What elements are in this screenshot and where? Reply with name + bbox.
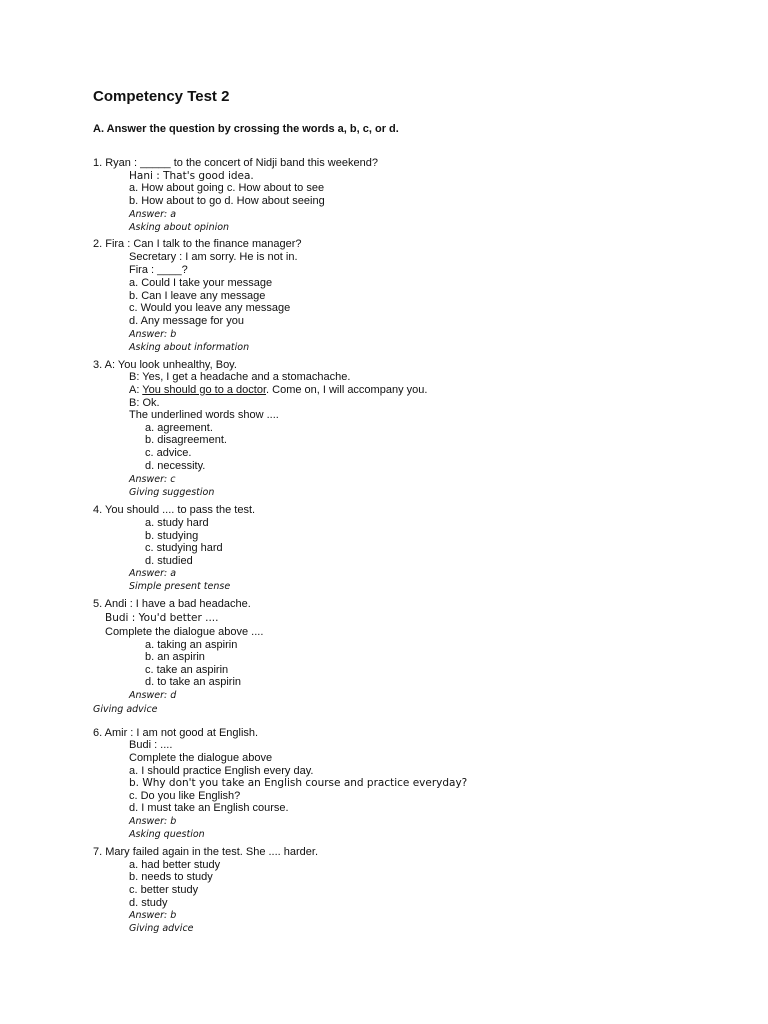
- question-7-stem: 7. Mary failed again in the test. She .... harder.: [93, 846, 319, 858]
- question-1-answer: Answer: a: [129, 209, 177, 220]
- question-6-answer: Answer: b: [129, 816, 177, 827]
- question-5-prompt: Complete the dialogue above ....: [105, 626, 264, 638]
- question-3-option-c: c. advice.: [145, 447, 192, 459]
- question-6-option-b: b. Why don't you take an English course and practice everyday?: [129, 777, 468, 789]
- question-2-option-d: d. Any message for you: [129, 315, 244, 327]
- line-rest: . Come on, I will accompany you.: [266, 384, 428, 396]
- question-5-topic: Giving advice: [93, 704, 158, 715]
- question-7-option-c: c. better study: [129, 884, 199, 896]
- question-4-option-c: c. studying hard: [145, 542, 223, 554]
- question-7-option-b: b. needs to study: [129, 871, 213, 883]
- instruction: A. Answer the question by crossing the words a, b, c, or d.: [93, 123, 399, 135]
- question-3-line: B: Yes, I get a headache and a stomachache.: [129, 371, 351, 383]
- question-5-answer: Answer: d: [129, 690, 177, 701]
- question-4-option-a: a. study hard: [145, 517, 209, 529]
- question-4-option-b: b. studying: [145, 530, 199, 542]
- question-6-option-a: a. I should practice English every day.: [129, 765, 314, 777]
- question-3-prompt: The underlined words show ....: [129, 409, 279, 421]
- question-5-option-b: b. an aspirin: [145, 651, 205, 663]
- question-2-line: Secretary : I am sorry. He is not in.: [129, 251, 298, 263]
- question-4-stem: 4. You should .... to pass the test.: [93, 504, 256, 516]
- underlined-phrase: You should go to a doctor: [142, 384, 267, 396]
- question-1-reply: Hani : That's good idea.: [129, 170, 254, 182]
- question-6-prompt: Complete the dialogue above: [129, 752, 273, 764]
- question-2-option-a: a. Could I take your message: [129, 277, 273, 289]
- question-5-option-a: a. taking an aspirin: [145, 639, 238, 651]
- question-7-option-d: d. study: [129, 897, 168, 909]
- question-7-topic: Giving advice: [129, 923, 194, 934]
- question-3-option-b: b. disagreement.: [145, 434, 227, 446]
- question-5-option-c: c. take an aspirin: [145, 664, 229, 676]
- question-3-option-a: a. agreement.: [145, 422, 213, 434]
- question-3-answer: Answer: c: [129, 474, 176, 485]
- question-4-topic: Simple present tense: [129, 581, 231, 592]
- question-3-stem: 3. A: You look unhealthy, Boy.: [93, 359, 237, 371]
- question-6-option-d: d. I must take an English course.: [129, 802, 289, 814]
- question-7-answer: Answer: b: [129, 910, 177, 921]
- question-5-line: Budi : You'd better ....: [105, 612, 219, 624]
- question-1-options-bd: b. How about to go d. How about seeing: [129, 195, 325, 207]
- question-5-option-d: d. to take an aspirin: [145, 676, 242, 688]
- page-title: Competency Test 2: [93, 88, 230, 105]
- question-4-option-d: d. studied: [145, 555, 193, 567]
- question-2-line: Fira : ____?: [129, 264, 188, 276]
- question-3-option-d: d. necessity.: [145, 460, 206, 472]
- question-1-options-ac: a. How about going c. How about to see: [129, 182, 325, 194]
- speaker-label: A:: [129, 384, 143, 396]
- question-3-topic: Giving suggestion: [129, 487, 215, 498]
- question-3-line: [129, 384, 427, 397]
- question-2-stem: 2. Fira : Can I talk to the finance manager?: [93, 238, 302, 250]
- question-6-topic: Asking question: [129, 829, 205, 840]
- question-7-option-a: a. had better study: [129, 859, 221, 871]
- question-5-stem: 5. Andi : I have a bad headache.: [93, 598, 251, 610]
- question-1-topic: Asking about opinion: [129, 222, 230, 233]
- question-6-stem: 6. Amir : I am not good at English.: [93, 727, 259, 739]
- question-3-line: B: Ok.: [129, 397, 160, 409]
- question-1-stem: 1. Ryan : _____ to the concert of Nidji band this weekend?: [93, 157, 378, 169]
- question-2-topic: Asking about information: [129, 342, 250, 353]
- question-6-option-c: c. Do you like English?: [129, 790, 241, 802]
- question-6-line: Budi : ....: [129, 739, 173, 751]
- question-2-option-c: c. Would you leave any message: [129, 302, 291, 314]
- question-2-option-b: b. Can I leave any message: [129, 290, 266, 302]
- question-2-answer: Answer: b: [129, 329, 177, 340]
- question-4-answer: Answer: a: [129, 568, 177, 579]
